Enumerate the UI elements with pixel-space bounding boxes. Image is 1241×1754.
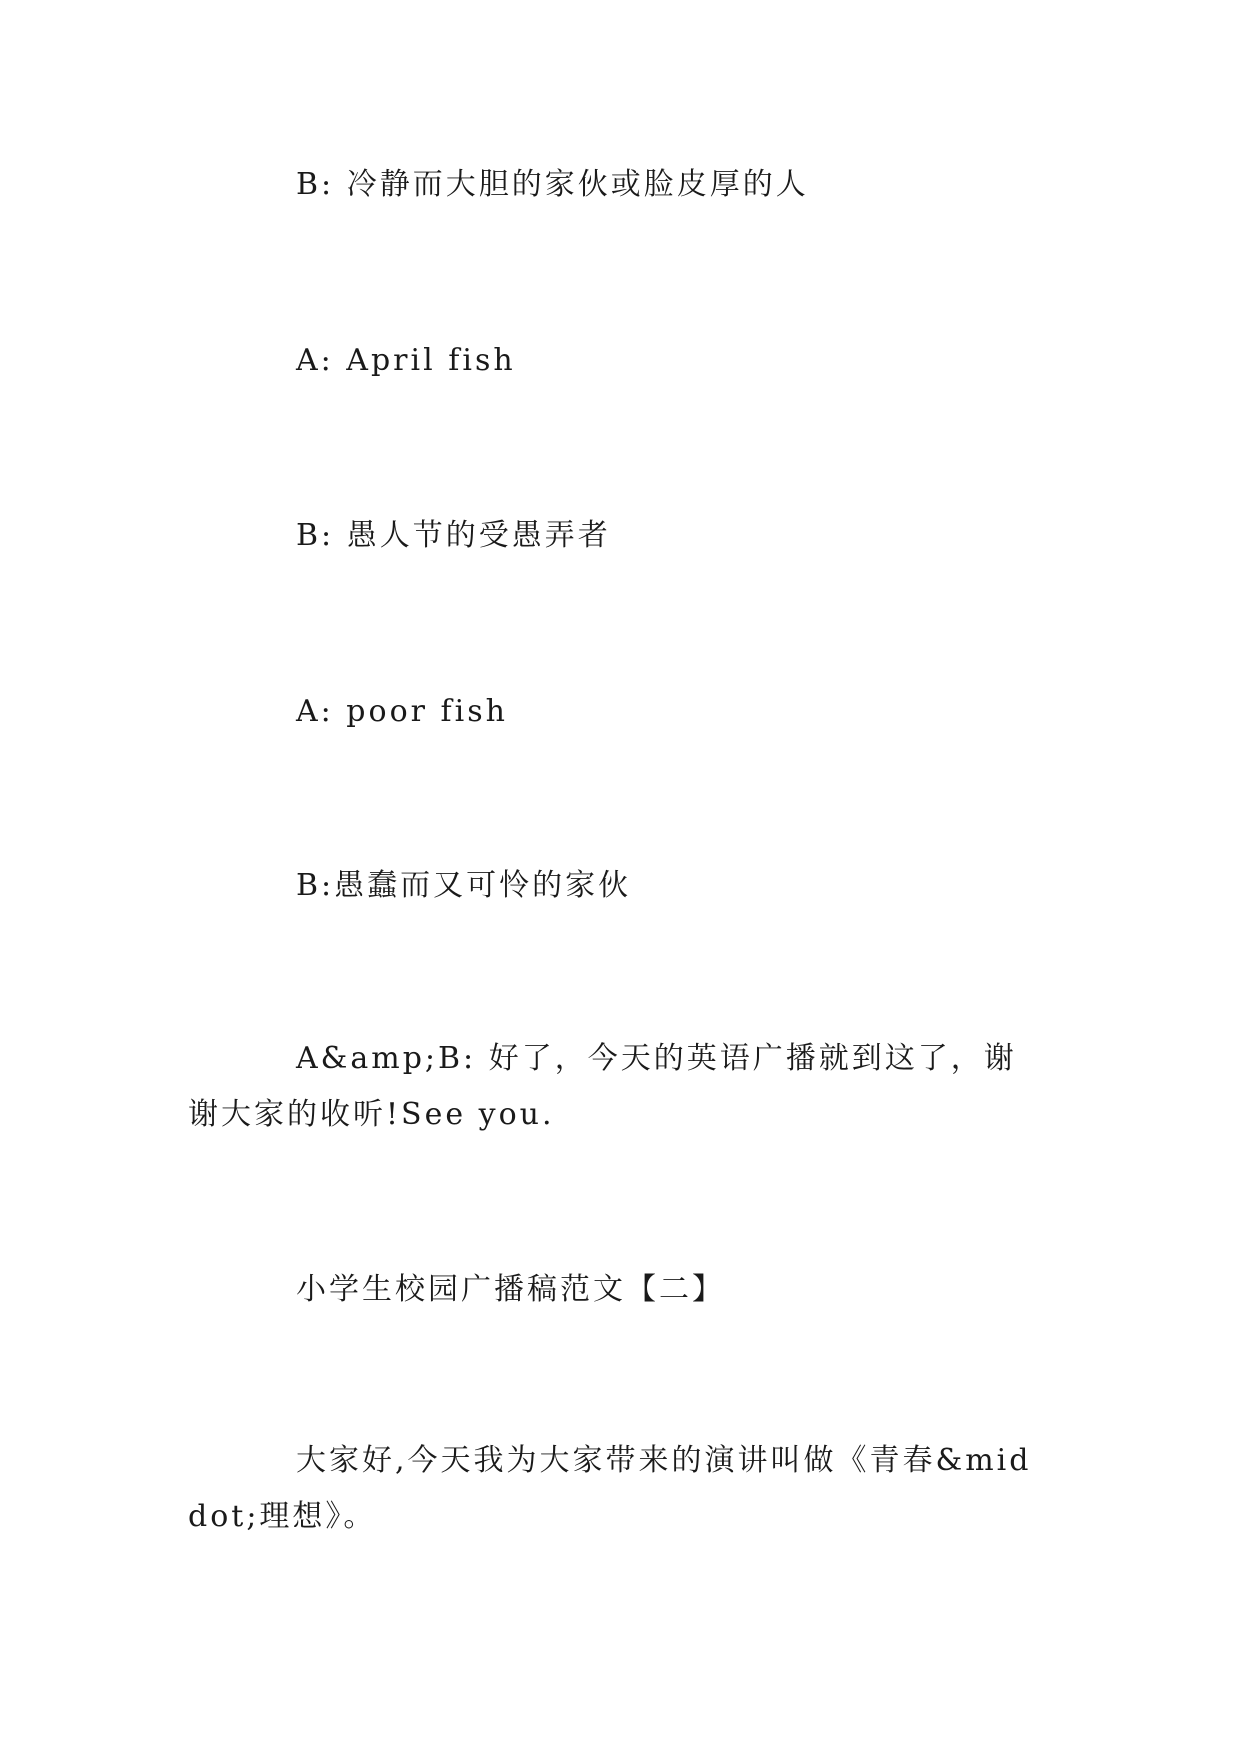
dialogue-closing-line: A&amp;B: 好了，今天的英语广播就到这了，谢谢大家的收听!See you.: [188, 1041, 1017, 1132]
dialogue-line-a-poor-fish: A: poor fish: [296, 694, 508, 729]
speech-intro-paragraph: 大家好,今天我为大家带来的演讲叫做《青春&middot;理想》。: [188, 1443, 1032, 1534]
dialogue-line-b-definition: B: 冷静而大胆的家伙或脸皮厚的人: [296, 167, 809, 202]
dialogue-line-b-april-fool: B: 愚人节的受愚弄者: [296, 518, 611, 553]
dialogue-line-a-april-fish: A: April fish: [296, 343, 516, 378]
section-heading: 小学生校园广播稿范文【二】: [296, 1272, 725, 1307]
dialogue-line-b-poor-fellow: B:愚蠢而又可怜的家伙: [296, 868, 632, 903]
